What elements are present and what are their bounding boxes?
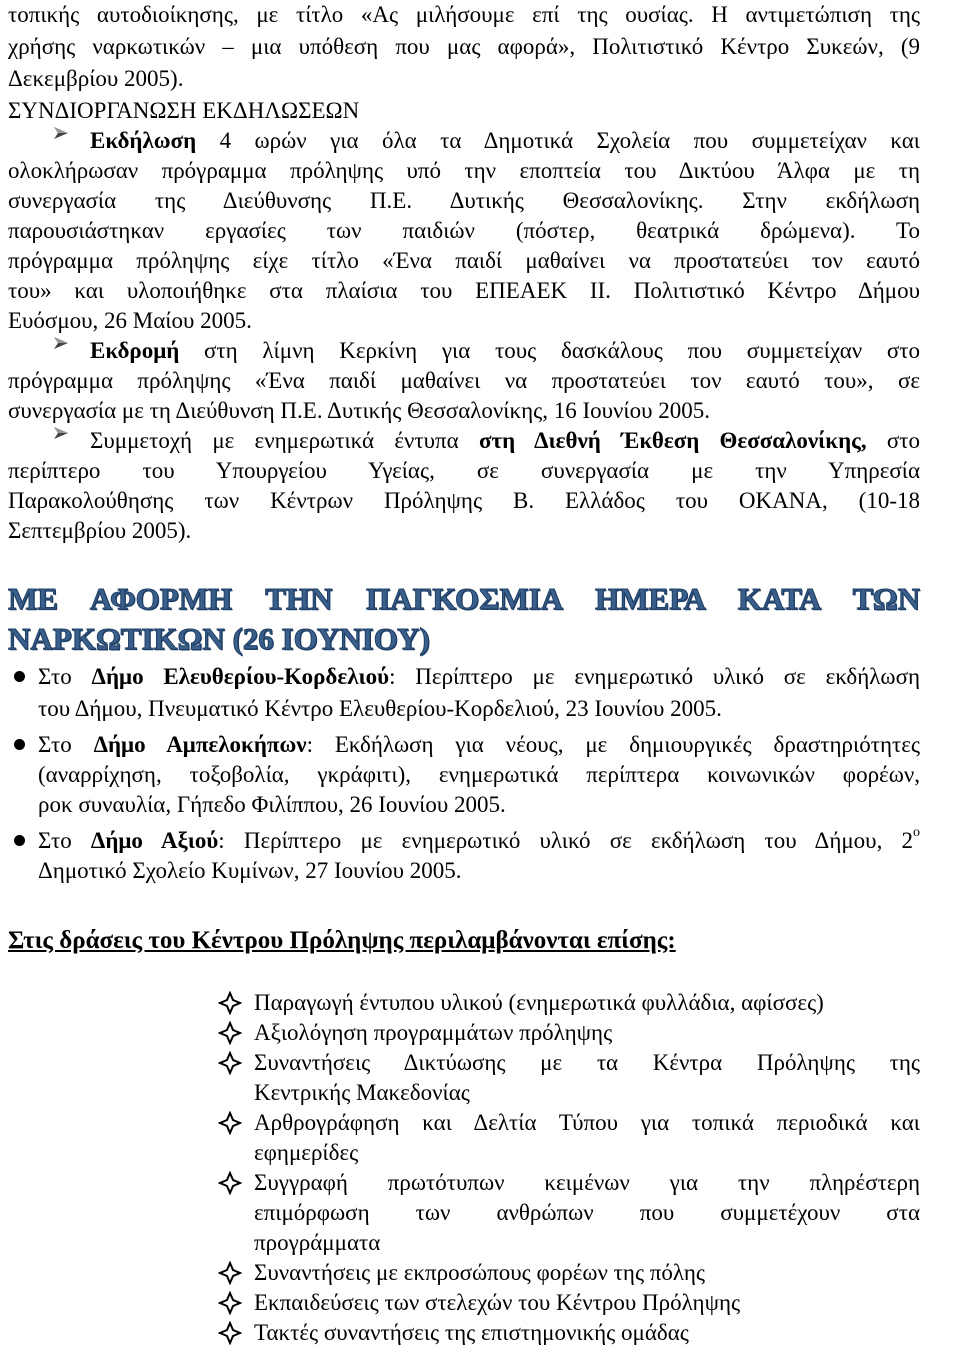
b1-rest: : Περίπτερο με ενημερωτικό υλικό σε εκδήλωση — [389, 664, 920, 689]
bullet-dot-icon — [14, 835, 25, 846]
item1-line-6: του» και υλοποιήθηκε στα πλαίσια του ΕΠΕΑΕΚ ΙΙ. Πολιτιστικό Κέντρο Δήμου — [8, 278, 920, 303]
action-item: Αρθρογράφηση και Δελτία Τύπου για τοπικά περιοδικά και — [254, 1110, 920, 1135]
diamond-bullet-icon — [218, 1291, 242, 1315]
item2-line-3: συνεργασία με τη Διεύθυνση Π.Ε. Δυτικής Θεσσαλονίκης, 16 Ιουνίου 2005. — [8, 398, 710, 423]
action-item: Αξιολόγηση προγραμμάτων πρόληψης — [254, 1020, 613, 1045]
action-item: Εκπαιδεύσεις των στελεχών του Κέντρου Πρόληψης — [254, 1290, 741, 1315]
item1-rest: 4 ωρών για όλα τα Δημοτικά Σχολεία που συμμετείχαν και — [196, 128, 920, 153]
intro-line-2: χρήσης ναρκωτικών – μια υπόθεση που μας αφορά», Πολιτιστικό Κέντρο Συκεών, (9 — [8, 34, 920, 59]
b1-bold: Δήμο Ελευθερίου-Κορδελιού — [91, 664, 390, 689]
action-item-continued: εφημερίδες — [254, 1140, 359, 1165]
action-item-continued: προγράμματα — [254, 1230, 381, 1255]
item2-line-1 — [90, 336, 920, 366]
b3-rest: : Περίπτερο με ενημερωτικό υλικό σε εκδήλωση του Δήμου, 2 — [218, 828, 914, 853]
diamond-bullet-icon — [218, 1111, 242, 1135]
action-item-continued: Κεντρικής Μακεδονίας — [254, 1080, 470, 1105]
item1-line-1 — [90, 126, 920, 156]
item1-line-5: πρόγραμμα πρόληψης είχε τίτλο «Ένα παιδί μαθαίνει να προστατεύει τον εαυτό — [8, 248, 920, 273]
b3-pre: Στο — [38, 828, 91, 853]
b1-line-2: του Δήμου, Πνευματικό Κέντρο Ελευθερίου-Κορδελιού, 23 Ιουνίου 2005. — [38, 696, 722, 721]
item3-line-3: Παρακολούθησης των Κέντρων Πρόληψης Β. Ελλάδος του ΟΚΑΝΑ, (10-18 — [8, 488, 920, 513]
item2-line-2: πρόγραμμα πρόληψης «Ένα παιδί μαθαίνει να προστατεύει τον εαυτό του», σε — [8, 368, 920, 393]
action-item: Συγγραφή πρωτότυπων κειμένων για την πληρέστερη — [254, 1170, 920, 1195]
diamond-bullet-icon — [218, 1051, 242, 1075]
b2-line-1 — [38, 730, 920, 760]
item3-line-4: Σεπτεμβρίου 2005). — [8, 518, 192, 543]
item3-pre: Συμμετοχή με ενημερωτικά έντυπα — [90, 428, 479, 453]
diamond-bullet-icon — [218, 1321, 242, 1345]
item2-bold: Εκδρομή — [90, 338, 180, 363]
b2-line-3: ροκ συναυλία, Γήπεδο Φιλίππου, 26 Ιουνίου 2005. — [38, 792, 506, 817]
bullet-dot-icon — [14, 739, 25, 750]
action-item: Συναντήσεις Δικτύωσης με τα Κέντρα Πρόληψης της — [254, 1050, 920, 1075]
b1-line-1 — [38, 662, 920, 692]
b3-line-1 — [38, 826, 920, 856]
intro-line-1: τοπικής αυτοδιοίκησης, με τίτλο «Ας μιλήσουμε επί της ουσίας. Η αντιμετώπιση της — [8, 2, 920, 27]
world-day-heading-line-1: ΜΕ ΑΦΟΡΜΗ ΤΗΝ ΠΑΓΚΟΣΜΙΑ ΗΜΕΡΑ ΚΑΤΑ ΤΩΝ — [8, 581, 920, 616]
item3-post: στο — [866, 428, 920, 453]
b3-bold: Δήμο Αξιού — [90, 828, 219, 853]
b1-pre: Στο — [38, 664, 92, 689]
b2-line-2: (αναρρίχηση, τοξοβολία, γκράφιτι), ενημερωτικά περίπτερα κοινωνικών φορέων, — [38, 762, 920, 787]
item3-bold: στη Διεθνή Έκθεση Θεσσαλονίκης, — [478, 428, 867, 453]
diamond-bullet-icon — [218, 991, 242, 1015]
world-day-heading-line-2: ΝΑΡΚΩΤΙΚΩΝ (26 ΙΟΥΝΙΟΥ) — [8, 621, 430, 656]
b3-line-2: Δημοτικό Σχολείο Κυμίνων, 27 Ιουνίου 2005. — [38, 858, 462, 883]
b2-rest: : Εκδήλωση για νέους, με δημιουργικές δραστηριότητες — [306, 732, 920, 757]
diamond-bullet-icon — [218, 1021, 242, 1045]
b3-superscript: ο — [913, 825, 921, 840]
b2-pre: Στο — [38, 732, 94, 757]
arrow-bullet-icon — [52, 124, 70, 142]
actions-heading: Στις δράσεις του Κέντρου Πρόληψης περιλαμβάνονται επίσης: — [8, 927, 676, 954]
item3-line-2: περίπτερο του Υπουργείου Υγείας, σε συνεργασία με την Υπηρεσία — [8, 458, 920, 483]
b2-bold: Δήμο Αμπελοκήπων — [93, 732, 307, 757]
section-heading-cosponsor: ΣΥΝΔΙΟΡΓΑΝΩΣΗ ΕΚΔΗΛΩΣΕΩΝ — [8, 98, 360, 123]
item2-rest: στη λίμνη Κερκίνη για τους δασκάλους που συμμετείχαν στο — [179, 338, 920, 363]
item1-line-4: παρουσιάστηκαν εργασίες των παιδιών (πόστερ, θεατρικά δρώμενα). Το — [8, 218, 920, 243]
action-item: Παραγωγή έντυπου υλικού (ενημερωτικά φυλλάδια, αφίσσες) — [254, 990, 824, 1015]
arrow-bullet-icon — [52, 334, 70, 352]
item1-bold: Εκδήλωση — [90, 128, 197, 153]
bullet-dot-icon — [14, 671, 25, 682]
action-item: Συναντήσεις με εκπροσώπους φορέων της πόλης — [254, 1260, 705, 1285]
item3-line-1 — [90, 426, 920, 456]
diamond-bullet-icon — [218, 1261, 242, 1285]
item1-line-3: συνεργασία της Διεύθυνσης Π.Ε. Δυτικής Θεσσαλονίκης. Στην εκδήλωση — [8, 188, 920, 213]
intro-line-3: Δεκεμβρίου 2005). — [8, 66, 184, 91]
item1-line-2: ολοκλήρωσαν πρόγραμμα πρόληψης υπό την εποπτεία του Δικτύου Άλφα με τη — [8, 158, 920, 183]
action-item: Τακτές συναντήσεις της επιστημονικής ομάδας — [254, 1320, 689, 1345]
diamond-bullet-icon — [218, 1171, 242, 1195]
action-item-continued: επιμόρφωση των ανθρώπων που συμμετέχουν στα — [254, 1200, 920, 1225]
item1-line-7: Ευόσμου, 26 Μαίου 2005. — [8, 308, 252, 333]
arrow-bullet-icon — [52, 424, 70, 442]
